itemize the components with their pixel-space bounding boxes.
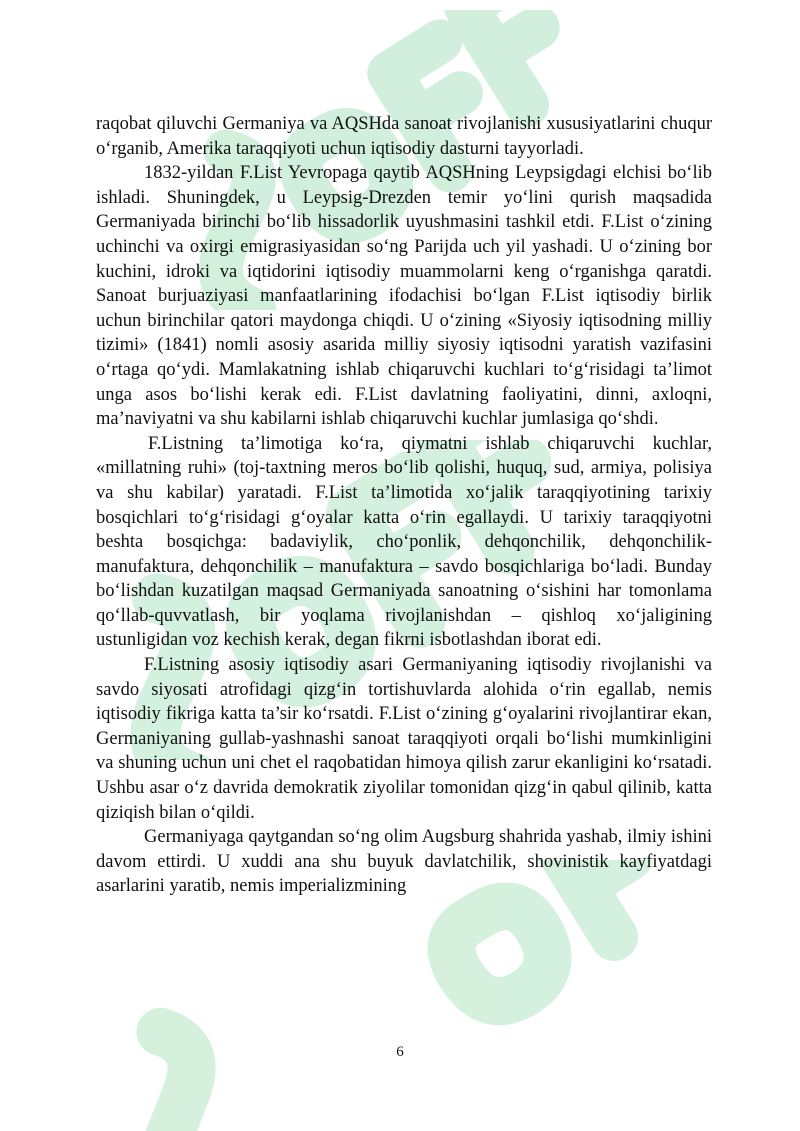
paragraph-1: raqobat qiluvchi Germaniya va AQSHda sanoat rivojlanishi xususiyatlarini chuqur o‘rganib, Amerika taraqqiyoti uchun iqtisodiy dasturni tayyorladi. — [96, 114, 712, 159]
paragraph-5: Germaniyaga qaytgandan so‘ng olim Augsburg shahrida yashab, ilmiy ishini davom ettirdi. U xuddi ana shu buyuk davlatchilik, shovinistik kayfiyatdagi asarlarini yaratib, nemis imperializmining — [96, 827, 712, 897]
paragraph-3: F.Listning ta’limotiga ko‘ra, qiymatni ishlab chiqaruvchi kuchlar, «millatning ruhi» (toj-taxtning meros bo‘lib qolishi, huquq, sud, armiya, polisiya va shu kabilar) yaratadi. F.List ta’limotida xo‘jalik taraqqiyotining tarixiy bosqichlari to‘g‘risidagi g‘oyalar katta o‘rin egallaydi. U tarixiy taraqqiyotni beshta bosqichga: badaviylik, cho‘ponlik, dehqonchilik, dehqonchilik-manufaktura, dehqonchilik – manufaktura – savdo bosqichlariga bo‘ladi. Bunday bo‘lishdan kuzatilgan maqsad Germaniyada sanoatning o‘sishini har tomonlama qo‘llab-quvvatlash, bir yoqlama rivojlanishdan – qishloq xo‘jaligining ustunligidan voz kechish kerak, degan fikrni isbotlashdan iborat edi. — [96, 433, 712, 651]
page-number: 6 — [396, 1044, 404, 1060]
paragraph-2: 1832-yildan F.List Yevropaga qaytib AQSHning Leypsigdagi elchisi bo‘lib ishladi. Shuningdek, u Leypsig-Drezden temir yo‘lini qurish maqsadida Germaniyada birinchi bo‘lib hissadorlik uyushmasini tashkil etdi. F.List o‘zining uchinchi va oxirgi emigrasiyasidan so‘ng Parijda uch yil yashadi. U o‘zining bor kuchini, idroki va iqtidorini iqtisodiy muammolarni keng o‘rganishga qaratdi. Sanoat burjuaziyasi manfaatlarining ifodachisi bo‘lgan F.List iqtisodiy birlik uchun birinchilar qatori maydonga chiqdi. U o‘zining «Siyosiy iqtisodning milliy tizimi» (1841) nomli asosiy asarida milliy siyosiy iqtisodni yaratish vazifasini o‘rtaga qo‘ydi. Mamlakatning ishlab chiqaruvchi kuchlari to‘g‘risidagi ta’limot unga asos bo‘lishi kerak edi. F.List davlatning faoliyatini, dinni, axloqni, ma’naviyatni va shu kabilarni ishlab chiqaruvchi kuchlar jumlasiga qo‘shdi. — [96, 163, 712, 430]
watermark-logo-bottom — [60, 860, 740, 1131]
paragraph-4: F.Listning asosiy iqtisodiy asari Germaniyaning iqtisodiy rivojlanishi va savdo siyosati atrofidagi qizg‘in tortishuvlarda alohida o‘rin egallab, nemis iqtisodiy fikriga katta ta’sir ko‘rsatdi. F.List o‘zining g‘oyalarini rivojlantirar ekan, Germaniyaning gullab-yashnashi sanoat taraqqiyoti orqali bo‘lishi mumkinligini va shuning uchun uni chet el raqobatidan himoya qilish zarur ekanligini ko‘rsatadi. Ushbu asar o‘z davrida demokratik ziyolilar tomonidan qizg‘in qabul qilinib, katta qiziqish bilan o‘qildi. — [96, 655, 712, 823]
document-body — [96, 112, 712, 899]
